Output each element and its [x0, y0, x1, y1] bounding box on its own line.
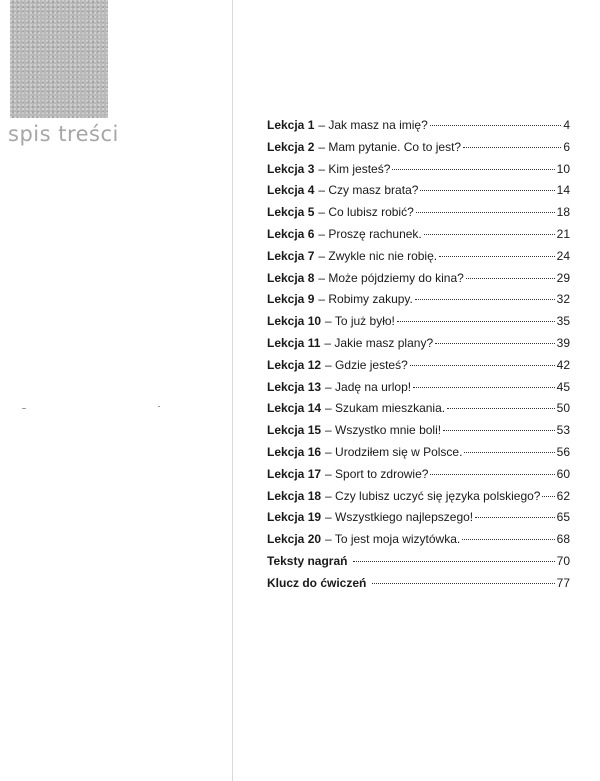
dot-leader — [430, 125, 562, 126]
toc-entry-page: 29 — [556, 270, 570, 285]
toc-entry — [267, 162, 570, 184]
toc-entry-page: 24 — [556, 248, 570, 263]
toc-entry — [267, 227, 570, 249]
toc-entry-label: Lekcja 3 — [267, 161, 315, 176]
toc-entry-page: 56 — [556, 444, 570, 459]
toc-entry-label: Lekcja 15 — [267, 423, 322, 438]
dot-leader — [447, 408, 555, 409]
dot-leader — [353, 561, 554, 562]
toc-entry — [267, 140, 570, 162]
toc-entry-page: 77 — [556, 575, 570, 590]
toc-entry-label: Lekcja 12 — [267, 357, 322, 372]
toc-entry — [267, 380, 570, 402]
toc-entry-title: – Jakie masz plany? — [324, 335, 434, 350]
toc-entry — [267, 510, 570, 532]
toc-entry-page: 60 — [556, 466, 570, 481]
toc-entry-label: Lekcja 4 — [267, 183, 315, 198]
toc-entry-label: Lekcja 7 — [267, 248, 315, 263]
toc-entry — [267, 445, 570, 467]
toc-entry — [267, 576, 570, 598]
toc-entry — [267, 271, 570, 293]
toc-entry-page: 18 — [556, 205, 570, 220]
toc-entry-page: 10 — [556, 161, 570, 176]
toc-entry-label: Lekcja 16 — [267, 444, 322, 459]
dot-leader — [462, 539, 554, 540]
toc-entry-label: Lekcja 20 — [267, 532, 322, 547]
dot-leader — [466, 278, 555, 279]
table-of-contents — [267, 118, 570, 598]
toc-entry-label: Klucz do ćwiczeń — [267, 575, 367, 590]
margin-divider — [232, 0, 233, 781]
toc-entry-label: Lekcja 2 — [267, 139, 315, 154]
dot-leader — [439, 256, 555, 257]
dot-leader — [397, 321, 555, 322]
section-title: spis treści — [8, 122, 119, 146]
toc-entry-title: – Robimy zakupy. — [318, 292, 413, 307]
toc-entry-title: – Wszystkiego najlepszego! — [325, 510, 474, 525]
toc-entry — [267, 314, 570, 336]
toc-entry — [267, 467, 570, 489]
toc-entry-title: – Szukam mieszkania. — [325, 401, 446, 416]
toc-entry-page: 35 — [556, 314, 570, 329]
toc-entry-label: Teksty nagrań — [267, 553, 348, 568]
dot-leader — [372, 583, 554, 584]
toc-entry-label: Lekcja 1 — [267, 118, 315, 132]
toc-entry-label: Lekcja 11 — [267, 335, 321, 350]
toc-entry — [267, 118, 570, 140]
toc-entry-page: 68 — [556, 532, 570, 547]
toc-entry-label: Lekcja 10 — [267, 314, 322, 329]
toc-entry-title: – Mam pytanie. Co to jest? — [318, 139, 462, 154]
toc-entry — [267, 183, 570, 205]
toc-entry-page: 4 — [563, 118, 570, 132]
dot-leader — [415, 299, 555, 300]
toc-entry-label: Lekcja 14 — [267, 401, 322, 416]
toc-entry-title: – Sport to zdrowie? — [325, 466, 429, 481]
toc-entry-title: – Może pójdziemy do kina? — [318, 270, 464, 285]
toc-entry-page: 39 — [556, 335, 570, 350]
toc-entry-label: Lekcja 8 — [267, 270, 315, 285]
toc-entry-page: 32 — [556, 292, 570, 307]
toc-entry-label: Lekcja 17 — [267, 466, 322, 481]
dot-leader — [443, 430, 555, 431]
toc-entry-page: 70 — [556, 553, 570, 568]
dot-leader — [416, 212, 555, 213]
dot-leader — [542, 496, 554, 497]
dot-leader — [463, 147, 561, 148]
toc-entry-title: – Proszę rachunek. — [318, 226, 422, 241]
toc-entry — [267, 358, 570, 380]
toc-entry-page: 62 — [556, 488, 570, 503]
toc-entry-page: 50 — [556, 401, 570, 416]
toc-entry-title: – To już było! — [325, 314, 395, 329]
toc-entry-page: 21 — [556, 226, 570, 241]
toc-entry-label: Lekcja 9 — [267, 292, 315, 307]
toc-entry-page: 42 — [556, 357, 570, 372]
toc-entry-page: 65 — [556, 510, 570, 525]
toc-entry-title: – Wszystko mnie boli! — [325, 423, 442, 438]
toc-entry — [267, 489, 570, 511]
toc-entry — [267, 423, 570, 445]
toc-entry-title: – Czy lubisz uczyć się języka polskiego? — [325, 488, 541, 503]
toc-entry — [267, 249, 570, 271]
toc-entry-page: 53 — [556, 423, 570, 438]
dot-leader — [475, 517, 555, 518]
toc-entry-label: Lekcja 6 — [267, 226, 315, 241]
dot-leader — [424, 234, 555, 235]
toc-entry-page: 14 — [556, 183, 570, 198]
toc-entry — [267, 336, 570, 358]
toc-entry-title: – Gdzie jesteś? — [325, 357, 408, 372]
dot-leader — [464, 452, 554, 453]
toc-entry — [267, 401, 570, 423]
toc-entry-label: Lekcja 18 — [267, 488, 322, 503]
toc-entry-label: Lekcja 13 — [267, 379, 322, 394]
toc-entry — [267, 554, 570, 576]
toc-entry — [267, 292, 570, 314]
toc-entry-title: – Jak masz na imię? — [318, 118, 428, 132]
toc-entry-page: 45 — [556, 379, 570, 394]
toc-entry-title: – Urodziłem się w Polsce. — [325, 444, 463, 459]
scan-speck — [22, 408, 26, 409]
dot-leader — [435, 343, 555, 344]
toc-entry — [267, 532, 570, 554]
toc-entry — [267, 205, 570, 227]
toc-entry-title: – Zwykle nic nie robię. — [318, 248, 438, 263]
dot-leader — [420, 190, 554, 191]
toc-entry-title: – Czy masz brata? — [318, 183, 419, 198]
toc-entry-title: – Co lubisz robić? — [318, 205, 414, 220]
dot-leader — [430, 474, 554, 475]
toc-entry-title: – Kim jesteś? — [318, 161, 391, 176]
toc-entry-label: Lekcja 19 — [267, 510, 322, 525]
dot-leader — [413, 387, 555, 388]
toc-entry-page: 6 — [563, 139, 570, 154]
toc-entry-title: – To jest moja wizytówka. — [325, 532, 461, 547]
decorative-gray-block — [10, 0, 108, 118]
dot-leader — [392, 169, 554, 170]
scan-speck — [158, 406, 160, 407]
dot-leader — [410, 365, 555, 366]
toc-entry-label: Lekcja 5 — [267, 205, 315, 220]
toc-entry-title: – Jadę na urlop! — [325, 379, 412, 394]
